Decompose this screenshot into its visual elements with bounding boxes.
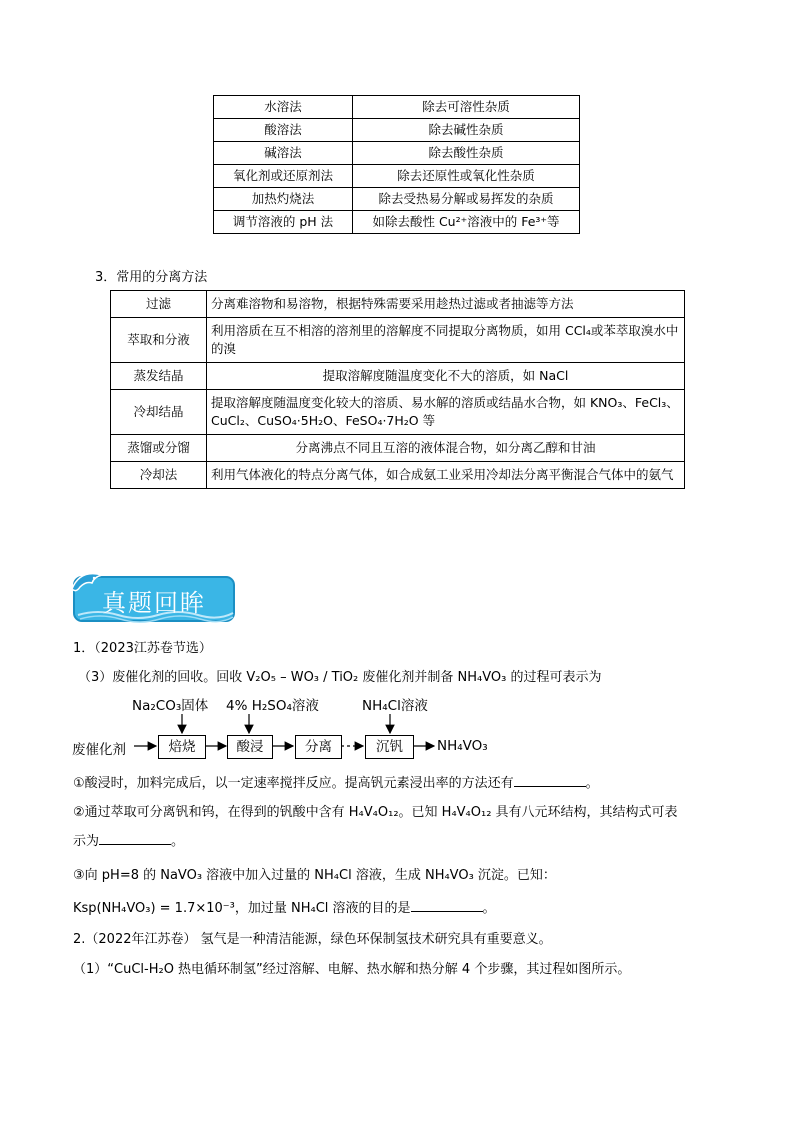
method-name-cell: 冷却法 [111, 462, 207, 489]
reagent-na2co3: Na₂CO₃固体 [132, 698, 209, 714]
table-row [214, 211, 580, 234]
q1-intro: （3）废催化剂的回收。回收 V₂O₅ – WO₃ / TiO₂ 废催化剂并制备 NH₄VO₃ 的过程可表示为 [78, 670, 602, 685]
flow-start: 废催化剂 [72, 742, 126, 758]
q1-sub2b [73, 830, 184, 849]
q1-sub2-end: 。 [171, 834, 185, 849]
table-row [214, 165, 580, 188]
q1-sub2b-text: 示为 [73, 834, 100, 849]
purpose-cell: 除去还原性或氧化性杂质 [353, 165, 580, 188]
method-desc-cell: 利用气体液化的特点分离气体，如合成氨工业采用冷却法分离平衡混合气体中的氨气 [207, 462, 685, 489]
method-name-cell: 蒸馏或分馏 [111, 435, 207, 462]
table-row [111, 291, 685, 318]
purpose-cell: 除去可溶性杂质 [353, 96, 580, 119]
method-desc-cell: 分离难溶物和易溶物，根据特殊需要采用趁热过滤或者抽滤等方法 [207, 291, 685, 318]
method-desc-cell: 提取溶解度随温度变化较大的溶质、易水解的溶质或结晶水合物，如 KNO₃、FeCl₃、CuCl₂、CuSO₄·5H₂O、FeSO₄·7H₂O 等 [207, 390, 685, 435]
method-cell: 氧化剂或还原剂法 [214, 165, 353, 188]
method-cell: 调节溶液的 pH 法 [214, 211, 353, 234]
q1-sub2a: ②通过萃取可分离钒和钨，在得到的钒酸中含有 H₄V₄O₁₂。已知 H₄V₄O₁₂ 具有八元环结构，其结构式可表 [73, 805, 678, 820]
q1-sub3-end: 。 [482, 901, 496, 916]
flow-product: NH₄VO₃ [437, 738, 488, 754]
purification-table [213, 95, 580, 234]
table-row [214, 96, 580, 119]
q1-number: 1．（2023江苏卷节选） [73, 641, 212, 656]
method-cell: 碱溶法 [214, 142, 353, 165]
section-3-heading: 3．常用的分离方法 [95, 270, 208, 285]
step-acid-leach: 酸浸 [227, 735, 273, 759]
table-row [111, 363, 685, 390]
q1-sub1 [73, 772, 599, 791]
method-desc-cell: 分离沸点不同且互溶的液体混合物，如分离乙醇和甘油 [207, 435, 685, 462]
q1-sub3b [73, 897, 496, 916]
q1-sub3a: ③向 pH=8 的 NaVO₃ 溶液中加入过量的 NH₄Cl 溶液，生成 NH₄VO₃ 沉淀。已知： [73, 868, 556, 883]
step-precipitate-v: 沉钒 [365, 735, 414, 759]
table-row [111, 390, 685, 435]
table-row [111, 435, 685, 462]
answer-blank-3[interactable] [411, 897, 483, 912]
method-name-cell: 过滤 [111, 291, 207, 318]
q2-number: 2.（2022年江苏卷） 氢气是一种清洁能源，绿色环保制氢技术研究具有重要意义。 [73, 932, 552, 947]
method-desc-cell: 提取溶解度随温度变化不大的溶质，如 NaCl [207, 363, 685, 390]
table-row [214, 188, 580, 211]
answer-blank-2[interactable] [99, 830, 171, 845]
section-banner [68, 567, 238, 627]
q2-sub1: （1）“CuCl-H₂O 热电循环制氢”经过溶解、电解、热水解和热分解 4 个步骤，其过程如图所示。 [73, 962, 631, 977]
table-row [214, 142, 580, 165]
answer-blank-1[interactable] [514, 772, 586, 787]
method-name-cell: 冷却结晶 [111, 390, 207, 435]
reagent-h2so4: 4% H₂SO₄溶液 [226, 698, 319, 714]
step-separation: 分离 [295, 735, 342, 759]
q1-sub3b-text: Ksp(NH₄VO₃) = 1.7×10⁻³，加过量 NH₄Cl 溶液的目的是 [73, 901, 411, 916]
purpose-cell: 除去碱性杂质 [353, 119, 580, 142]
q1-sub1-text: ①酸浸时，加料完成后，以一定速率搅拌反应。提高钒元素浸出率的方法还有 [73, 776, 514, 791]
table-row [111, 318, 685, 363]
method-name-cell: 蒸发结晶 [111, 363, 207, 390]
table-row [214, 119, 580, 142]
table-row [111, 462, 685, 489]
method-desc-cell: 利用溶质在互不相溶的溶剂里的溶解度不同提取分离物质，如用 CCl₄或苯萃取溴水中的溴 [207, 318, 685, 363]
step-roasting: 焙烧 [158, 735, 206, 759]
separation-methods-table [110, 290, 685, 489]
method-cell: 水溶法 [214, 96, 353, 119]
purpose-cell: 除去酸性杂质 [353, 142, 580, 165]
purpose-cell: 除去受热易分解或易挥发的杂质 [353, 188, 580, 211]
method-cell: 加热灼烧法 [214, 188, 353, 211]
purpose-cell: 如除去酸性 Cu²⁺溶液中的 Fe³⁺等 [353, 211, 580, 234]
banner-title: 真题回眸 [102, 589, 206, 617]
method-cell: 酸溶法 [214, 119, 353, 142]
reagent-nh4cl: NH₄Cl溶液 [362, 698, 428, 714]
method-name-cell: 萃取和分液 [111, 318, 207, 363]
q1-sub1-end: 。 [585, 776, 599, 791]
